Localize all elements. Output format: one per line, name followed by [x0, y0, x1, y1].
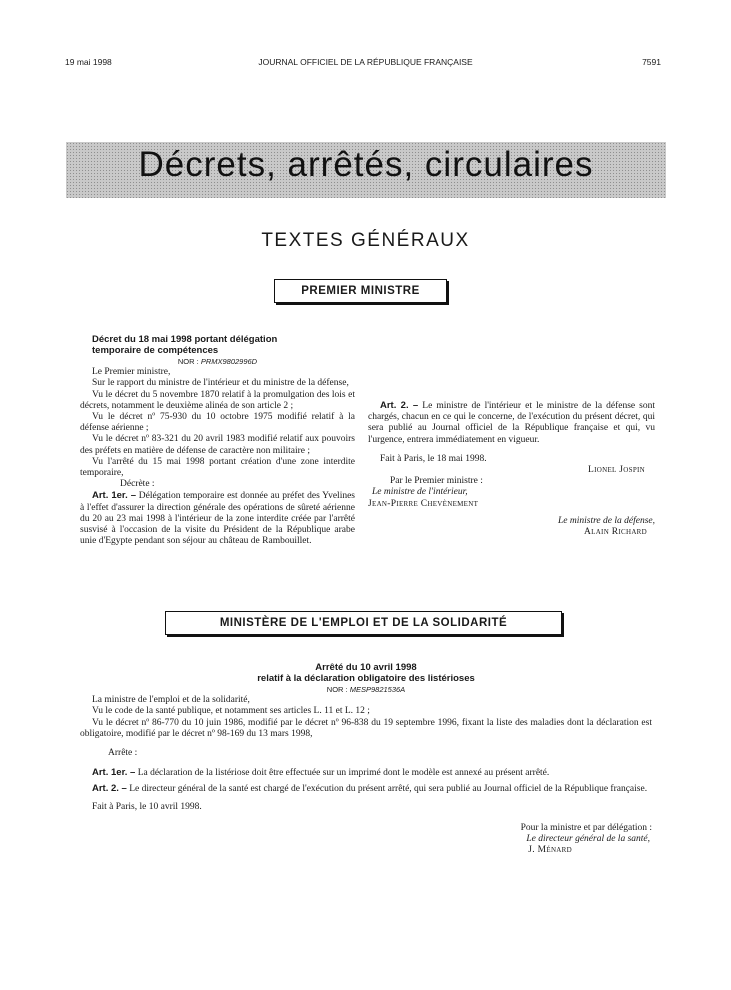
arrete-p2: Vu le code de la santé publique, et notamment ses articles L. 11 et L. 12 ;	[92, 706, 370, 717]
arrete-sig-line1: Pour la ministre et par délégation :	[520, 822, 652, 833]
decret-p4: Vu le décret nº 75-930 du 10 octobre 1975 modifié relatif à la défense aérienne ;	[80, 412, 355, 434]
signature-richard: Alain Richard	[583, 527, 647, 538]
nor-code: PRMX9802996D	[200, 357, 258, 366]
art2-text: Le directeur général de la santé est chargé de l'exécution du présent arrêté, qui sera publié au Journal officiel de la République française.	[129, 784, 648, 795]
sig3-role: Le ministre de la défense,	[557, 515, 655, 526]
arrete-nor	[80, 684, 652, 695]
art1-label: Art. 1er. –	[92, 767, 136, 779]
decret-title-line2: temporaire de compétences	[92, 345, 219, 356]
arrete-word: Arrête :	[108, 748, 138, 759]
arrete-title-line1: Arrêté du 10 avril 1998	[315, 662, 417, 673]
decret-p6: Vu l'arrêté du 15 mai 1998 portant création d'une zone interdite temporaire,	[80, 456, 355, 479]
decret-p5: Vu le décret nº 83-321 du 20 avril 1983 modifié relatif aux pouvoirs des préfets en matière de défense de caractère non militaire ;	[80, 434, 355, 456]
nor-label: NOR :	[326, 685, 348, 694]
arrete-title-line2: relatif à la déclaration obligatoire des listérioses	[257, 673, 475, 684]
decret-fait: Fait à Paris, le 18 mai 1998.	[380, 453, 487, 464]
decret-nor	[80, 356, 355, 367]
signature-chevenement: Jean-Pierre Chevènement	[368, 498, 479, 509]
par-premier-ministre: Par le Premier ministre :	[390, 476, 483, 487]
arrete-p3: Vu le décret nº 86-770 du 10 juin 1986, modifié par le décret nº 96-838 du 19 septembre 1996, fixant la liste des maladies dont la déclaration est obligatoire, modifié par le décret nº 98-169 du 13 mars 1998,	[80, 717, 652, 739]
art2-label: Art. 2. –	[92, 783, 127, 795]
section-title: TEXTES GÉNÉRAUX	[261, 230, 470, 251]
decret-p2: Sur le rapport du ministre de l'intérieur et du ministre de la défense,	[92, 378, 349, 389]
arrete-p1: La ministre de l'emploi et de la solidarité,	[92, 695, 250, 706]
section-banner	[66, 142, 666, 198]
arrete-sig-line2: Le directeur général de la santé,	[526, 834, 650, 845]
ministry-heading-emploi: MINISTÈRE DE L'EMPLOI ET DE LA SOLIDARITÉ	[165, 611, 562, 635]
decret-art1	[80, 490, 355, 547]
art2-text: Le ministre de l'intérieur et le ministre de la défense sont chargés, chacun en ce qui le concerne, de l'exécution du présent décret, qui sera publié au Journal officiel de la République française et qui, vu l'urgence, entrera immédiatement en vigueur.	[368, 401, 656, 445]
arrete-art1	[80, 767, 652, 779]
sig2-role: Le ministre de l'intérieur,	[372, 487, 468, 498]
nor-code: MESP9821536A	[349, 685, 406, 694]
header-page-number: 7591	[642, 57, 661, 67]
arrete-fait: Fait à Paris, le 10 avril 1998.	[92, 801, 202, 812]
art1-label: Art. 1er. –	[92, 490, 137, 502]
decret-column-right	[368, 334, 655, 538]
decret-title-line1: Décret du 18 mai 1998 portant délégation	[92, 334, 278, 345]
banner-title: Décrets, arrêtés, circulaires	[138, 145, 594, 184]
decret-decrete: Décrète :	[120, 479, 155, 490]
decret-column-left	[80, 334, 355, 547]
arrete-art2	[80, 783, 652, 795]
arrete-block	[80, 662, 652, 856]
decret-art2	[368, 400, 655, 446]
art1-text: Délégation temporaire est donnée au préfet des Yvelines à l'effet d'assurer la direction générale des opérations de sûreté aérienne du 20 au 23 mai 1998 à l'intérieur de la zone interdite créée par l'arrêté susvisé à l'occasion de la visite du Président de la République arabe unie d'Egypte pendant son séjour au château de Rambouillet.	[80, 491, 355, 547]
header-journal-title: JOURNAL OFFICIEL DE LA RÉPUBLIQUE FRANÇAISE	[258, 57, 473, 67]
art1-text: La déclaration de la listériose doit être effectuée sur un imprimé dont le modèle est annexé au présent arrêté.	[137, 768, 550, 779]
decret-p3: Vu le décret du 5 novembre 1870 relatif à la promulgation des lois et décrets, notamment le deuxième alinéa de son article 2 ;	[80, 389, 355, 411]
art2-label: Art. 2. –	[380, 400, 419, 411]
signature-menard: J. Ménard	[528, 845, 572, 856]
decret-p1: Le Premier ministre,	[92, 367, 171, 378]
nor-label: NOR :	[177, 357, 199, 366]
signature-jospin: Lionel Jospin	[588, 465, 645, 476]
header-date: 19 mai 1998	[65, 57, 112, 67]
ministry-heading-premier: PREMIER MINISTRE	[274, 279, 447, 303]
